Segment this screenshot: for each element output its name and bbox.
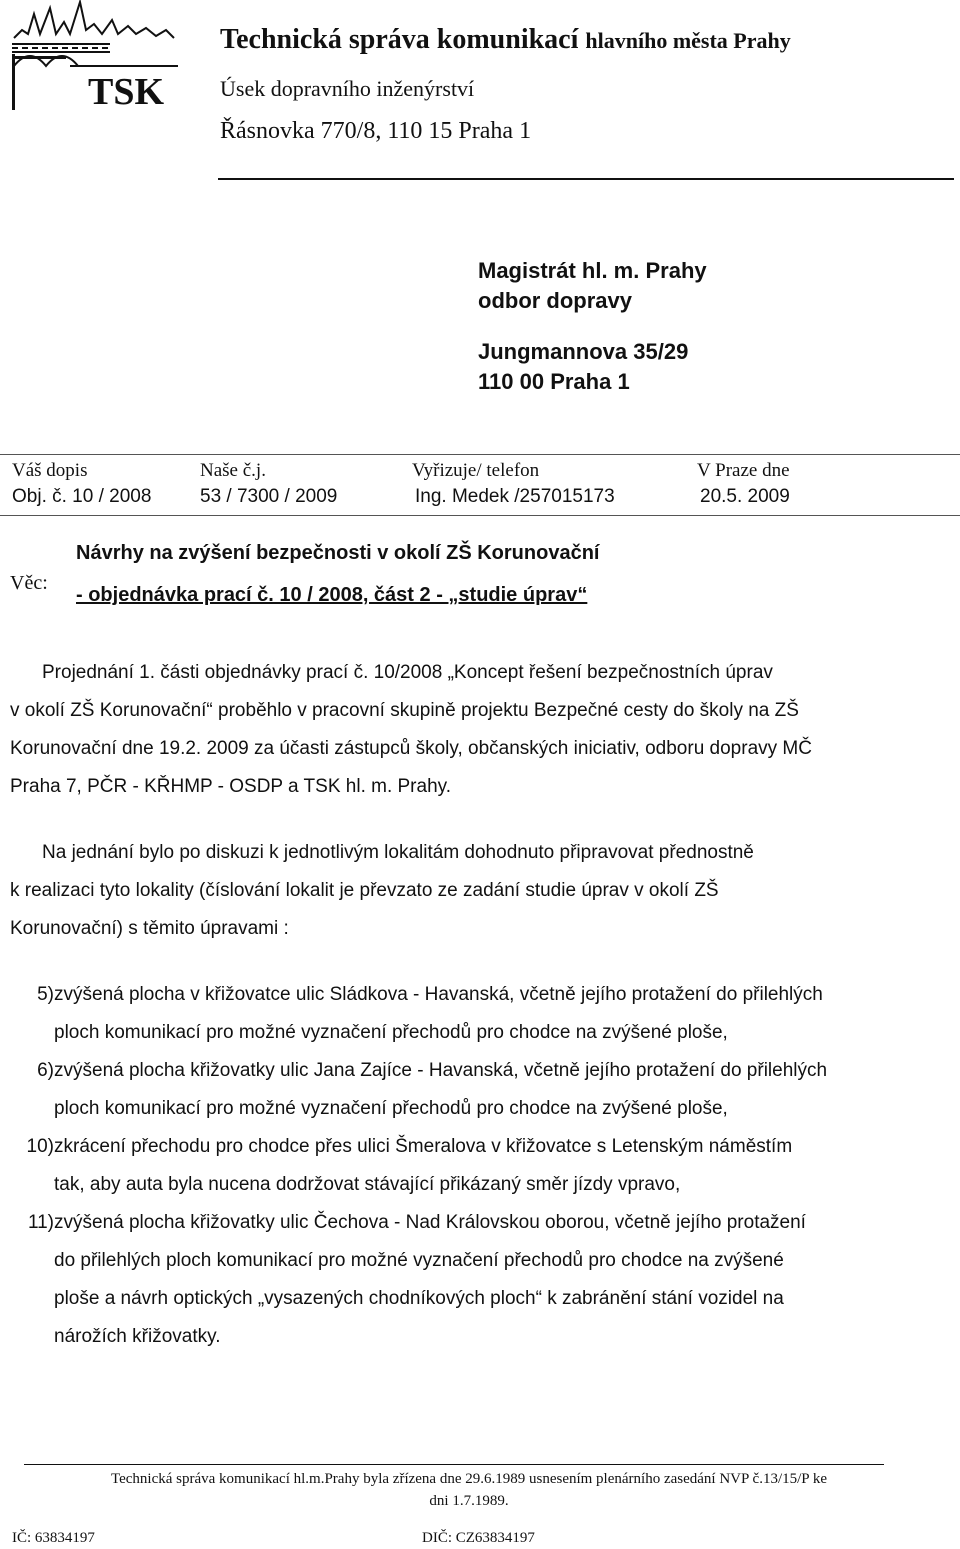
list-item-line: zkrácení přechodu pro chodce přes ulici Šmeralova v křižovatce s Letenským náměstím [54, 1136, 793, 1157]
list-item-number: 6) [37, 1060, 54, 1081]
list-item-line: zvýšená plocha v křižovatce ulic Sládkova - Havanská, včetně jejího protažení do přilehlých [54, 984, 823, 1005]
paragraph-line: Na jednání bylo po diskuzi k jednotlivým lokalitám dohodnuto připravovat přednostně [42, 842, 754, 863]
list-item-number: 5) [37, 984, 54, 1005]
list-item-line: zvýšená plocha křižovatky ulic Čechova - Nad Královskou oborou, včetně jejího protažení [54, 1212, 806, 1233]
list-item-number: 10) [26, 1136, 54, 1157]
list-item [10, 1204, 942, 1356]
paragraph-agreement [10, 834, 942, 948]
recipient-line-3: Jungmannova 35/29 [478, 339, 689, 364]
list-item-text [54, 1052, 942, 1128]
footer-note-line-2: dni 1.7.1989. [429, 1493, 509, 1509]
organization-name: Technická správa komunikací [220, 24, 579, 55]
list-item-line: tak, aby auta byla nucena dodržovat stávající přikázaný směr jízdy vpravo, [54, 1174, 681, 1195]
handled-by-value: Ing. Medek /257015173 [415, 486, 615, 507]
vat-id: DIČ: CZ63834197 [422, 1530, 535, 1546]
tsk-logo-skyline-icon [10, 0, 180, 112]
list-item [10, 1128, 942, 1204]
list-item-text [54, 1128, 942, 1204]
subject-line-1: Návrhy na zvýšení bezpečnosti v okolí ZŠ Korunovační [76, 542, 600, 564]
recipient-line-2: odbor dopravy [478, 288, 633, 313]
company-id: IČ: 63834197 [12, 1530, 95, 1546]
our-ref-label: Naše č.j. [200, 460, 266, 481]
recipient-line-4: 110 00 Praha 1 [478, 369, 630, 394]
subject-label: Věc: [10, 572, 48, 594]
list-item-text [54, 976, 942, 1052]
organization-name-tail: hlavního města Prahy [585, 28, 791, 53]
footer-note [24, 1468, 914, 1512]
organization-address: Řásnovka 770/8, 110 15 Praha 1 [220, 118, 532, 144]
list-item [10, 976, 942, 1052]
list-item-line: ploch komunikací pro možné vyznačení přechodů pro chodce na zvýšené ploše, [54, 1022, 728, 1043]
footer-divider [24, 1464, 884, 1465]
department: Úsek dopravního inženýrství [220, 76, 475, 101]
paragraph-line: v okolí ZŠ Korunovační“ proběhlo v pracovní skupině projektu Bezpečné cesty do školy na ZŠ [10, 700, 799, 721]
list-item-line: ploch komunikací pro možné vyznačení přechodů pro chodce na zvýšené ploše, [54, 1098, 728, 1119]
handled-by-label: Vyřizuje/ telefon [412, 460, 540, 481]
subject-line-2: - objednávka prací č. 10 / 2008, část 2 - „studie úprav“ [76, 584, 588, 606]
your-letter-label: Váš dopis [12, 460, 88, 481]
list-item-line: nárožích křižovatky. [54, 1326, 221, 1347]
list-item-text [54, 1204, 942, 1356]
organization-title [220, 24, 791, 56]
list-item-line: zvýšená plocha křižovatky ulic Jana Zajíce - Havanská, včetně jejího protažení do přilehlých [54, 1060, 828, 1081]
paragraph-line: k realizaci tyto lokality (číslování lokalit je převzato ze zadání studie úprav v okolí ZŠ [10, 880, 719, 901]
date-label: V Praze dne [697, 460, 790, 481]
our-ref-value: 53 / 7300 / 2009 [200, 486, 338, 507]
list-item [10, 1052, 942, 1128]
tsk-logo [10, 0, 180, 112]
reference-top-rule [0, 454, 960, 455]
svg-text:TSK: TSK [88, 71, 165, 112]
list-item-number: 11) [27, 1212, 54, 1233]
list-item-line: do přilehlých ploch komunikací pro možné vyznačení přechodů pro chodce na zvýšené [54, 1250, 784, 1271]
footer-note-line-1: Technická správa komunikací hl.m.Prahy byla zřízena dne 29.6.1989 usnesením plenárního zasedání NVP č.13/15/P ke [111, 1471, 827, 1487]
paragraph-line: Projednání 1. části objednávky prací č. 10/2008 „Koncept řešení bezpečnostních úprav [42, 662, 773, 683]
paragraph-line: Korunovační) s těmito úpravami : [10, 918, 289, 939]
recipient-line-1: Magistrát hl. m. Prahy [478, 258, 707, 283]
reference-bottom-rule [0, 515, 960, 516]
header-divider [218, 178, 954, 180]
date-value: 20.5. 2009 [700, 486, 790, 507]
your-letter-value: Obj. č. 10 / 2008 [12, 486, 152, 507]
paragraph-meeting [10, 654, 942, 806]
list-item-line: ploše a návrh optických „vysazených chodníkových ploch“ k zabránění stání vozidel na [54, 1288, 784, 1309]
paragraph-line: Korunovační dne 19.2. 2009 za účasti zástupců školy, občanských iniciativ, odboru dopravy MČ [10, 738, 812, 759]
paragraph-line: Praha 7, PČR - KŘHMP - OSDP a TSK hl. m. Prahy. [10, 776, 452, 797]
